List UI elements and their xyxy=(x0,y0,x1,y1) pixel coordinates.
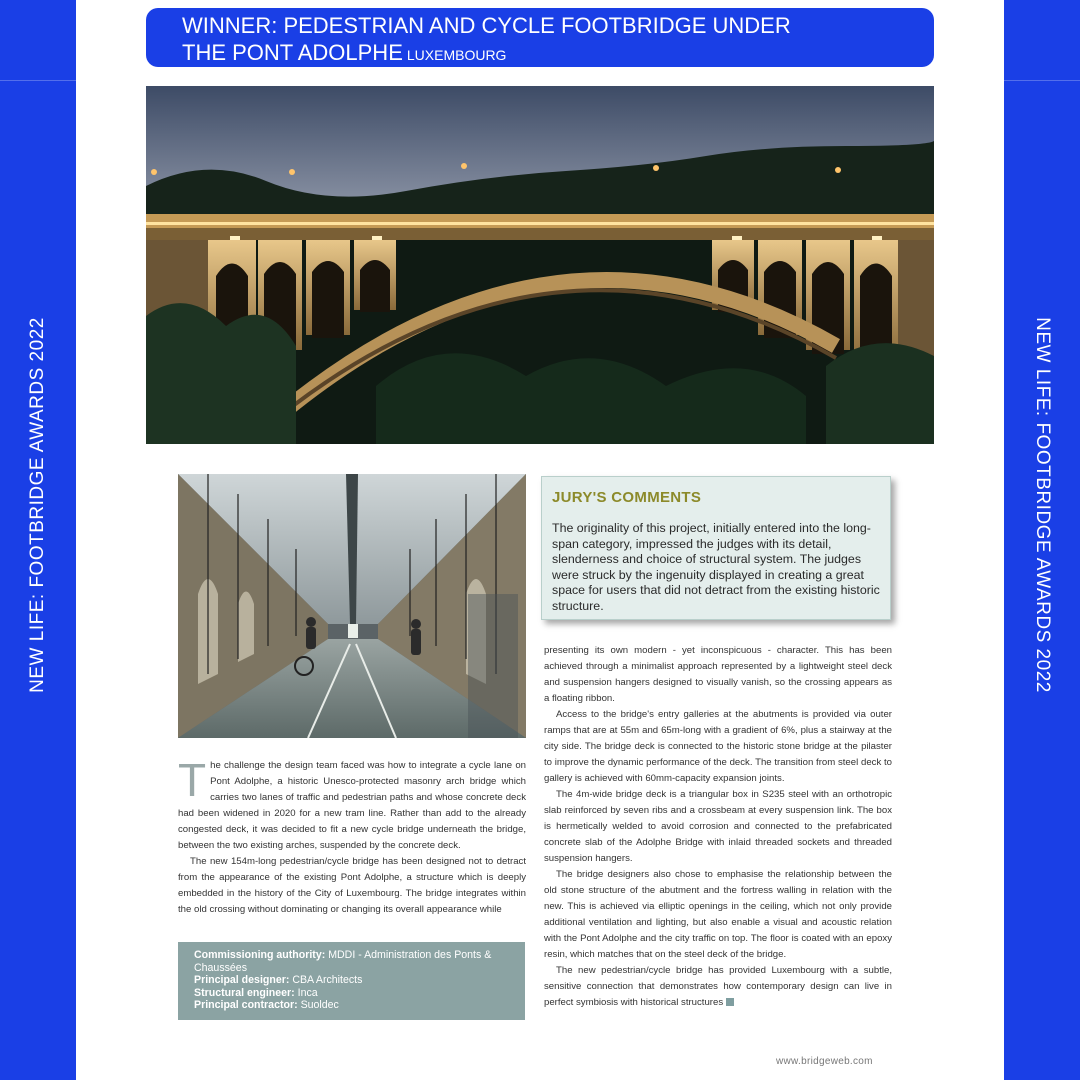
article-paragraph: The bridge designers also chose to emphasise the relationship between the old stone structure of the abutment and the fortress walling in relation with the new. This is achieved via elliptic openings in the ceiling, which not only provide additional ventilation and lighting, but also enable a visual and acoustic relation with the Pont Adolphe and the city traffic on top. The floor is coated with an epoxy resin, which matches that on the steel deck of the bridge. xyxy=(544,869,892,960)
bridge-illustration xyxy=(146,86,934,444)
credit-contractor xyxy=(194,999,514,1012)
jury-heading: JURY'S COMMENTS xyxy=(552,489,702,506)
title-banner xyxy=(146,8,934,67)
title-location: LUXEMBOURG xyxy=(406,47,507,63)
credit-value: Suoldec xyxy=(300,999,339,1011)
title-line-1: WINNER: PEDESTRIAN AND CYCLE FOOTBRIDGE UNDER xyxy=(182,13,791,38)
article-final-text: The new pedestrian/cycle bridge has provided Luxembourg with a subtle, sensitive connection that demonstrates how contemporary design can live in perfect symbiosis with historical structures xyxy=(544,965,892,1008)
credit-designer xyxy=(194,974,514,987)
credit-value: MDDI - Administration des Ponts & Chaussées xyxy=(194,949,492,974)
article-paragraph-text: he challenge the design team faced was how to integrate a cycle lane on Pont Adolphe, a historic Unesco-protected masonry arch bridge which carries two lanes of traffic and pedestrian paths and whose concrete deck had been widened in 2020 for a new tram line. Rather than add to the already congested deck, it was decided to fit a new cycle bridge underneath the bridge, between the two existing arches, suspended by the concrete deck. xyxy=(178,760,526,851)
jury-text: The originality of this project, initially entered into the long-span category, impressed the judges with its detail, slenderness and choice of structural system. The judges were struck by the ingenuity displayed in creating a great space for users that did not detract from the existing historic structure. xyxy=(552,521,880,613)
credit-label: Structural engineer: xyxy=(194,986,295,999)
project-credits-box xyxy=(178,942,525,1020)
title-line-2-text: THE PONT ADOLPHE xyxy=(182,40,403,65)
footer-website: www.bridgeweb.com xyxy=(776,1056,873,1067)
article-paragraph xyxy=(178,754,526,854)
article-paragraph: The 4m-wide bridge deck is a triangular box in S235 steel with an orthotropic slab reinforced by seven ribs and a crossbeam at every suspension link. The box is hermetically welded to avoid corrosion and connected to the prefabricated concrete slab of the Adolphe Bridge with inlaid threaded sockets and threaded suspension hangers. xyxy=(544,789,892,864)
footbridge-interior-photo xyxy=(178,474,526,738)
article-column-2 xyxy=(544,643,892,1011)
article-column-1 xyxy=(178,754,526,918)
credit-value: Inca xyxy=(297,986,318,999)
drop-cap: T xyxy=(178,754,207,806)
credit-label: Commissioning authority: xyxy=(194,949,326,961)
article-paragraph: Access to the bridge's entry galleries at the abutments is provided via outer ramps that are at 55m and 65m-long with a gradient of 6%, plus a stairway at the city side. The bridge deck is connected to the historic stone bridge at the pilaster to improve the dynamic performance of the deck. The transition from steel deck to gallery is achieved with 60mm-capacity expansion joints. xyxy=(544,709,892,784)
article-paragraph: presenting its own modern - yet inconspicuous - character. This has been achieved through a minimalist approach represented by a lightweight steel deck and suspension hangers designed to visually vanish, so the crossing appears as a floating ribbon. xyxy=(544,645,892,704)
credit-commissioning xyxy=(194,949,514,974)
article-paragraph: The new 154m-long pedestrian/cycle bridge has been designed not to detract from the appearance of the existing Pont Adolphe, a structure which is deeply embedded in the history of the City of Luxembourg. The bridge integrates within the old crossing without dominating or changing its overall appearance while xyxy=(178,856,526,915)
credit-value: CBA Architects xyxy=(292,974,363,986)
credit-engineer xyxy=(194,987,514,1000)
jury-comments-box xyxy=(541,476,891,620)
hero-bridge-photo xyxy=(146,86,934,444)
article-paragraph-final xyxy=(544,963,892,1011)
end-mark-icon xyxy=(726,998,734,1006)
title-line-2 xyxy=(182,40,506,68)
credit-label: Principal contractor: xyxy=(194,999,298,1011)
right-sidebar-text: NEW LIFE: FOOTBRIDGE AWARDS 2022 xyxy=(1032,317,1053,693)
interior-illustration xyxy=(178,474,526,738)
credit-label: Principal designer: xyxy=(194,974,290,986)
left-sidebar-text: NEW LIFE: FOOTBRIDGE AWARDS 2022 xyxy=(27,317,48,693)
